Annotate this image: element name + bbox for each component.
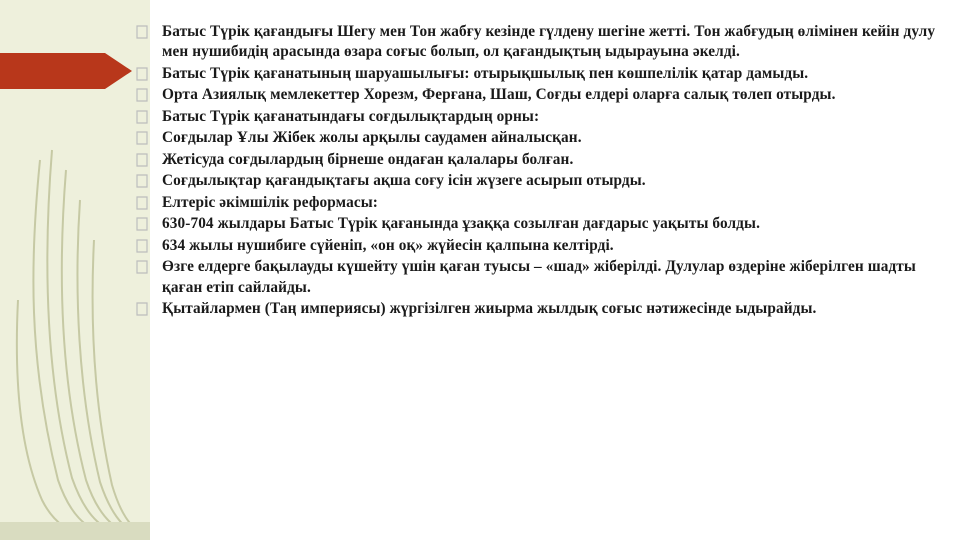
panel-bottom-strip [0,522,150,540]
bullet-marker-icon [136,174,148,188]
bullet-list [128,22,938,320]
list-item-text: Батыс Түрік қағанатындағы соғдылықтардың орны: [162,107,540,125]
list-item-text: 630-704 жылдары Батыс Түрік қағанында ұзаққа созылған дағдарыс уақыты болды. [162,215,760,233]
bullet-marker-icon [136,302,148,316]
bullet-marker-icon [136,25,148,39]
bullet-marker-icon [136,260,148,274]
bullet-marker-icon [136,131,148,145]
list-item-text: Соғдылар Ұлы Жібек жолы арқылы саудамен айналысқан. [162,129,582,147]
bullet-marker-icon [136,88,148,102]
list-item [128,22,938,63]
list-item [128,150,938,170]
list-item-text: Елтеріс әкімшілік реформасы: [162,193,378,211]
list-item [128,171,938,191]
bullet-marker-icon [136,67,148,81]
list-item-text: Жетісуда соғдылардың бірнеше ондаған қалалары болған. [162,150,574,168]
list-item [128,128,938,148]
list-item [128,85,938,105]
list-item [128,236,938,256]
list-item [128,257,938,298]
list-item-text: Өзге елдерге бақылауды күшейту үшін қаған туысы – «шад» жіберілді. Дулулар өздеріне жіберілген шадты қаған етіп сайлайды. [162,258,916,296]
bullet-marker-icon [136,153,148,167]
arrow-banner-bar [0,53,105,89]
list-item [128,214,938,234]
list-item-text: Батыс Түрік қағандығы Шегу мен Тон жабғу кезінде гүлдену шегіне жетті. Тон жабғудың өлімінен кейін дулу мен нушибидің арасында өзара соғыс болып, ол қағандықтың ыдырауына әкелді. [162,23,936,61]
list-item [128,107,938,127]
list-item-text: Батыс Түрік қағанатының шаруашылығы: отырықшылық пен көшпелілік қатар дамыды. [162,64,809,82]
bullet-marker-icon [136,239,148,253]
list-item-text: 634 жылы нушибиге сүйеніп, «он оқ» жүйесін қалпына келтірді. [162,236,614,254]
list-item [128,299,938,319]
list-item-text: Қытайлармен (Таң империясы) жүргізілген жиырма жылдық соғыс нәтижесінде ыдырайды. [162,300,817,318]
bullet-marker-icon [136,217,148,231]
list-item [128,193,938,213]
list-item-text: Соғдылықтар қағандықтағы ақша соғу ісін жүзеге асырып отырды. [162,172,646,190]
slide-content [128,22,938,522]
list-item [128,64,938,84]
bullet-marker-icon [136,196,148,210]
red-arrow-banner [0,53,132,89]
bullet-marker-icon [136,110,148,124]
list-item-text: Орта Азиялық мемлекеттер Хорезм, Ферғана, Шаш, Соғды елдері оларға салық төлеп отырды. [162,86,836,104]
